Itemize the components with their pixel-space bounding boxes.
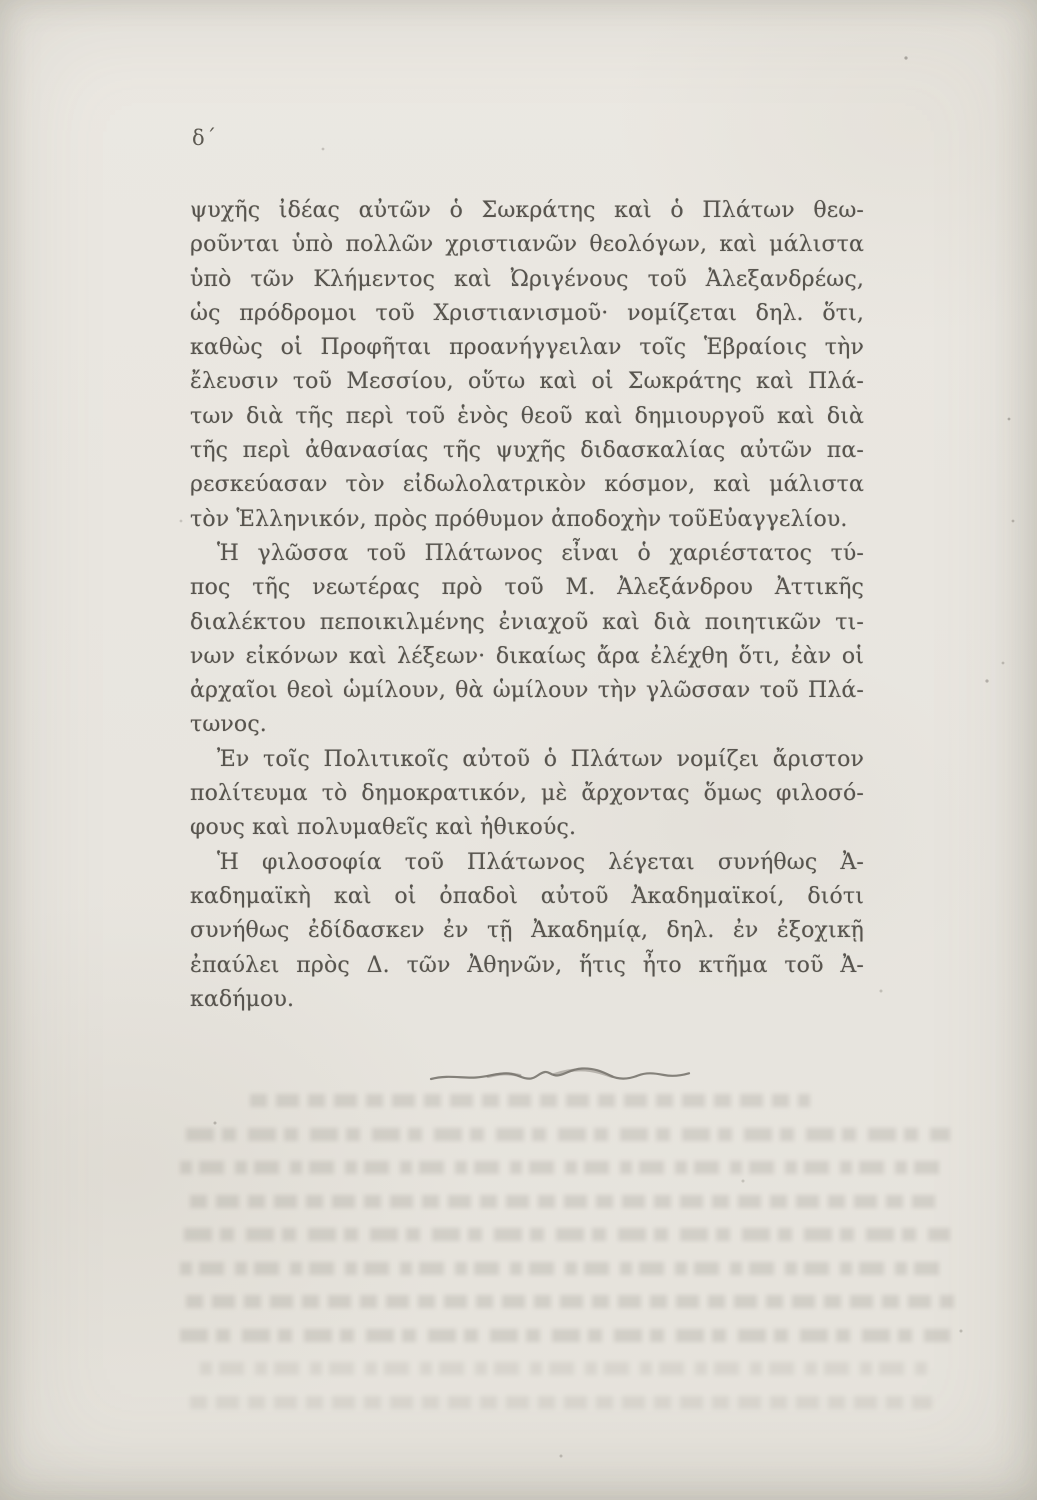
text-line: πολίτευμα τὸ δημοκρατικόν, μὲ ἄρχοντας ὅμως φιλοσό- [190,781,864,807]
text-line: ὡς πρόδρομοι τοῦ Χριστιανισμοῦ· νομίζεται δηλ. ὅτι, [190,300,864,326]
bleed-through-text [176,1094,954,1429]
text-line: Ἡ φιλοσοφία τοῦ Πλάτωνος λέγεται συνήθως Ἀ- [217,849,864,875]
text-line: ὑπὸ τῶν Κλήμεντος καὶ Ὠριγένους τοῦ Ἀλεξανδρέως, [190,266,864,292]
bleed-through-line [190,1396,932,1409]
text-line: ροῦνται ὑπὸ πολλῶν χριστιανῶν θεολόγων, καὶ μάλιστα [190,232,864,258]
bleed-through-line [180,1329,950,1342]
text-line: ἔλευσιν τοῦ Μεσσίου, οὕτω καὶ οἱ Σωκράτης καὶ Πλά- [190,369,864,395]
bleed-through-line [250,1094,810,1107]
text-line: φους καὶ πολυμαθεῖς καὶ ἠθικούς. [190,815,577,841]
text-line: νων εἰκόνων καὶ λέξεων· δικαίως ἄρα ἐλέχθη ὅτι, ἐὰν οἱ [190,643,864,669]
text-line: των διὰ τῆς περὶ τοῦ ἑνὸς θεοῦ καὶ δημιουργοῦ καὶ διὰ [190,403,864,429]
text-line: Ἡ γλῶσσα τοῦ Πλάτωνος εἶναι ὁ χαριέστατος τύ- [217,540,864,566]
text-line: Ἐν τοῖς Πολιτικοῖς αὐτοῦ ὁ Πλάτων νομίζει ἄριστον [217,746,864,772]
paragraph [190,537,864,743]
text-line: συνήθως ἐδίδασκεν ἐν τῇ Ἀκαδημίᾳ, δηλ. ἐν ἐξοχικῇ [190,918,864,944]
text-line: ἀρχαῖοι θεοὶ ὡμίλουν, θὰ ὡμίλουν τὴν γλῶσσαν τοῦ Πλά- [190,678,864,704]
text-line: διαλέκτου πεποικιλμένης ἐνιαχοῦ καὶ διὰ ποιητικῶν τι- [190,609,864,635]
page-number: δ΄ [192,126,218,150]
text-line: ἐπαύλει πρὸς Δ. τῶν Ἀθηνῶν, ἥτις ἦτο κτῆμα τοῦ Ἀ- [190,952,864,978]
bleed-through-line [186,1295,954,1308]
text-line: ψυχῆς ἰδέας αὐτῶν ὁ Σωκράτης καὶ ὁ Πλάτων θεω- [190,198,864,223]
bleed-through-line [190,1195,940,1208]
paragraph [190,743,864,846]
bleed-through-line [200,1362,930,1375]
paper-specks [0,0,2,2]
flourish-divider [428,1063,692,1089]
text-line: καθὼς οἱ Προφῆται προανήγγειλαν τοῖς Ἑβραίοις τὴν [190,335,864,361]
bleed-through-line [180,1161,950,1174]
paragraph [190,194,864,537]
text-line: τῆς περὶ ἀθανασίας τῆς ψυχῆς διδασκαλίας αὐτῶν πα- [190,438,864,464]
bleed-through-line [184,1228,950,1241]
text-block [190,194,864,1017]
text-line: καδήμου. [190,986,295,1012]
text-line: πος τῆς νεωτέρας πρὸ τοῦ Μ. Ἀλεξάνδρου Ἀττικῆς [190,575,864,601]
text-line: ρεσκεύασαν τὸν εἰδωλολατρικὸν κόσμον, καὶ μάλιστα [190,472,864,498]
text-line: τωνος. [190,712,267,738]
text-line: καδημαϊκὴ καὶ οἱ ὀπαδοὶ αὐτοῦ Ἀκαδημαϊκοί, διότι [190,883,864,909]
bleed-through-line [186,1128,950,1141]
paragraph [190,846,864,1017]
text-line: τὸν Ἑλληνικόν, πρὸς πρόθυμον ἀποδοχὴν τοῦΕὐαγγελίου. [190,506,848,532]
bleed-through-line [180,1262,942,1275]
